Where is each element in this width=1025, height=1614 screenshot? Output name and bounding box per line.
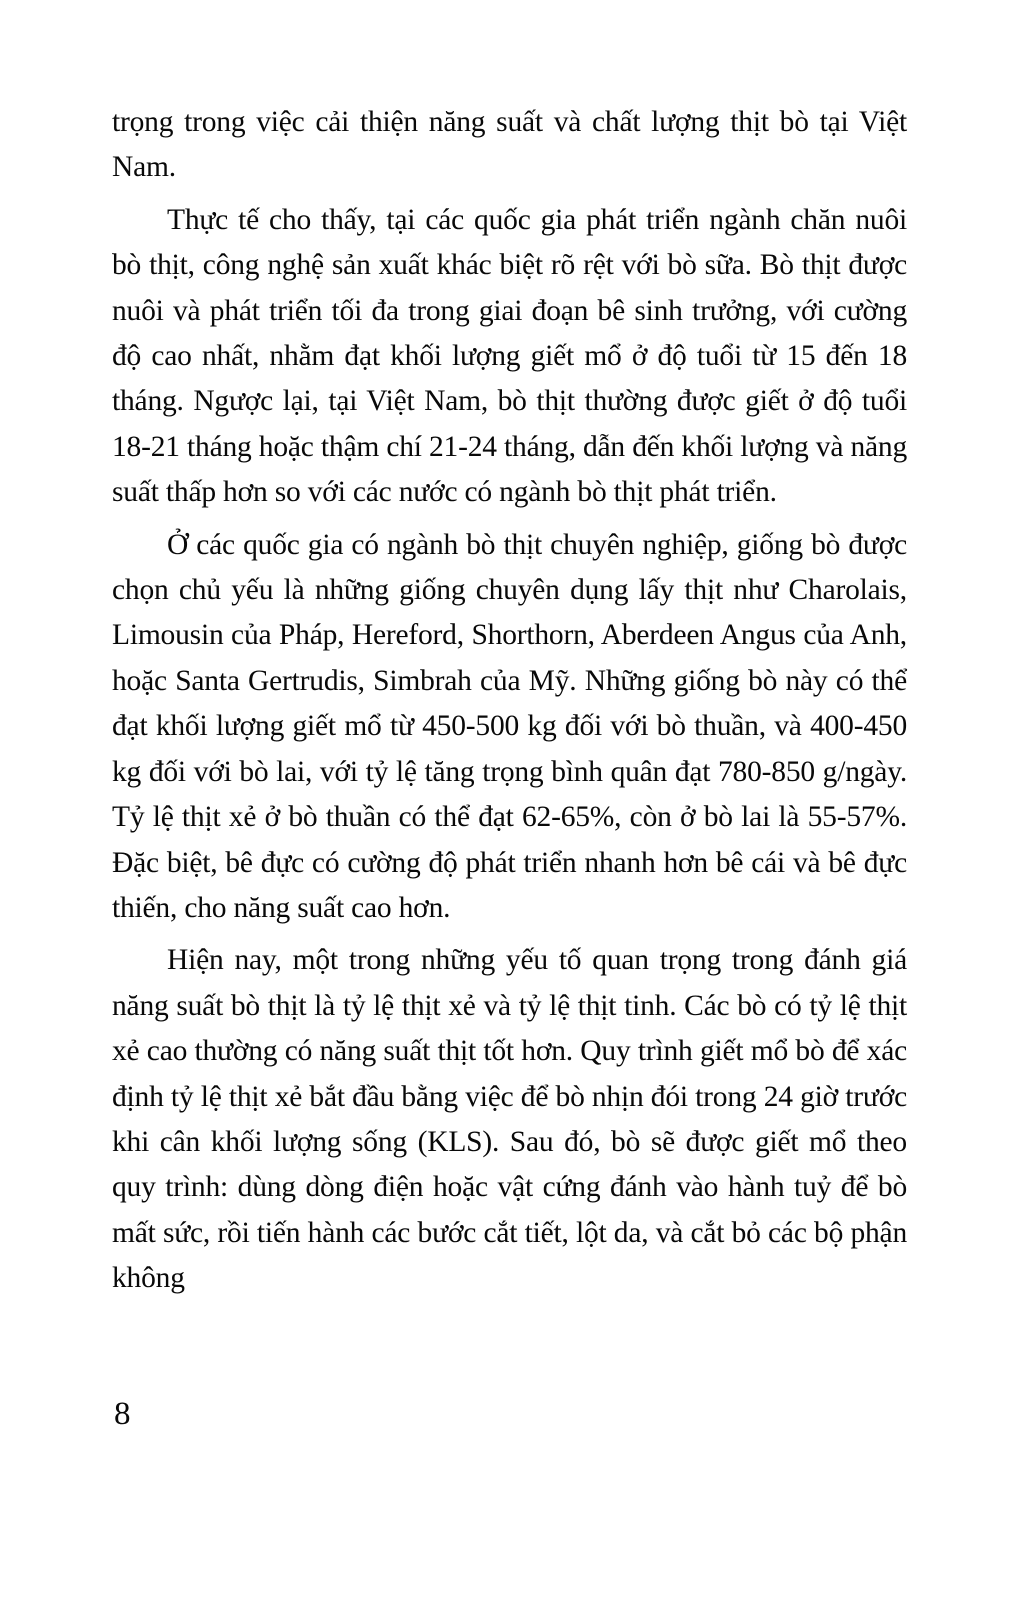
paragraph: Thực tế cho thấy, tại các quốc gia phát triển ngành chăn nuôi bò thịt, công nghệ sản xuất khác biệt rõ rệt với bò sữa. Bò thịt được nuôi và phát triển tối đa trong giai đoạn bê sinh trưởng, với cường độ cao nhất, nhằm đạt khối lượng giết mổ ở độ tuổi từ 15 đến 18 tháng. Ngược lại, tại Việt Nam, bò thịt thường được giết ở độ tuổi 18-21 tháng hoặc thậm chí 21-24 tháng, dẫn đến khối lượng và năng suất thấp hơn so với các nước có ngành bò thịt phát triển.	[112, 203, 907, 509]
page-text-block	[112, 100, 907, 1302]
page-number: 8	[114, 1396, 131, 1432]
paragraph: Ở các quốc gia có ngành bò thịt chuyên nghiệp, giống bò được chọn chủ yếu là những giống chuyên dụng lấy thịt như Charolais, Limousin của Pháp, Hereford, Shorthorn, Aberdeen Angus của Anh, hoặc Santa Gertrudis, Simbrah của Mỹ. Những giống bò này có thể đạt khối lượng giết mổ từ 450-500 kg đối với bò thuần, và 400-450 kg đối với bò lai, với tỷ lệ tăng trọng bình quân đạt 780-850 g/ngày. Tỷ lệ thịt xẻ ở bò thuần có thể đạt 62-65%, còn ở bò lai là 55-57%. Đặc biệt, bê đực có cường độ phát triển nhanh hơn bê cái và bê đực thiến, cho năng suất cao hơn.	[112, 528, 907, 924]
paragraph-continuation: trọng trong việc cải thiện năng suất và chất lượng thịt bò tại Việt Nam.	[112, 106, 907, 184]
paragraph: Hiện nay, một trong những yếu tố quan trọng trong đánh giá năng suất bò thịt là tỷ lệ thịt xẻ và tỷ lệ thịt tinh. Các bò có tỷ lệ thịt xẻ cao thường có năng suất thịt tốt hơn. Quy trình giết mổ bò để xác định tỷ lệ thịt xẻ bắt đầu bằng việc để bò nhịn đói trong 24 giờ trước khi cân khối lượng sống (KLS). Sau đó, bò sẽ được giết mổ theo quy trình: dùng dòng điện hoặc vật cứng đánh vào hành tuỷ để bò mất sức, rồi tiến hành các bước cắt tiết, lột da, và cắt bỏ các bộ phận không	[112, 944, 907, 1295]
